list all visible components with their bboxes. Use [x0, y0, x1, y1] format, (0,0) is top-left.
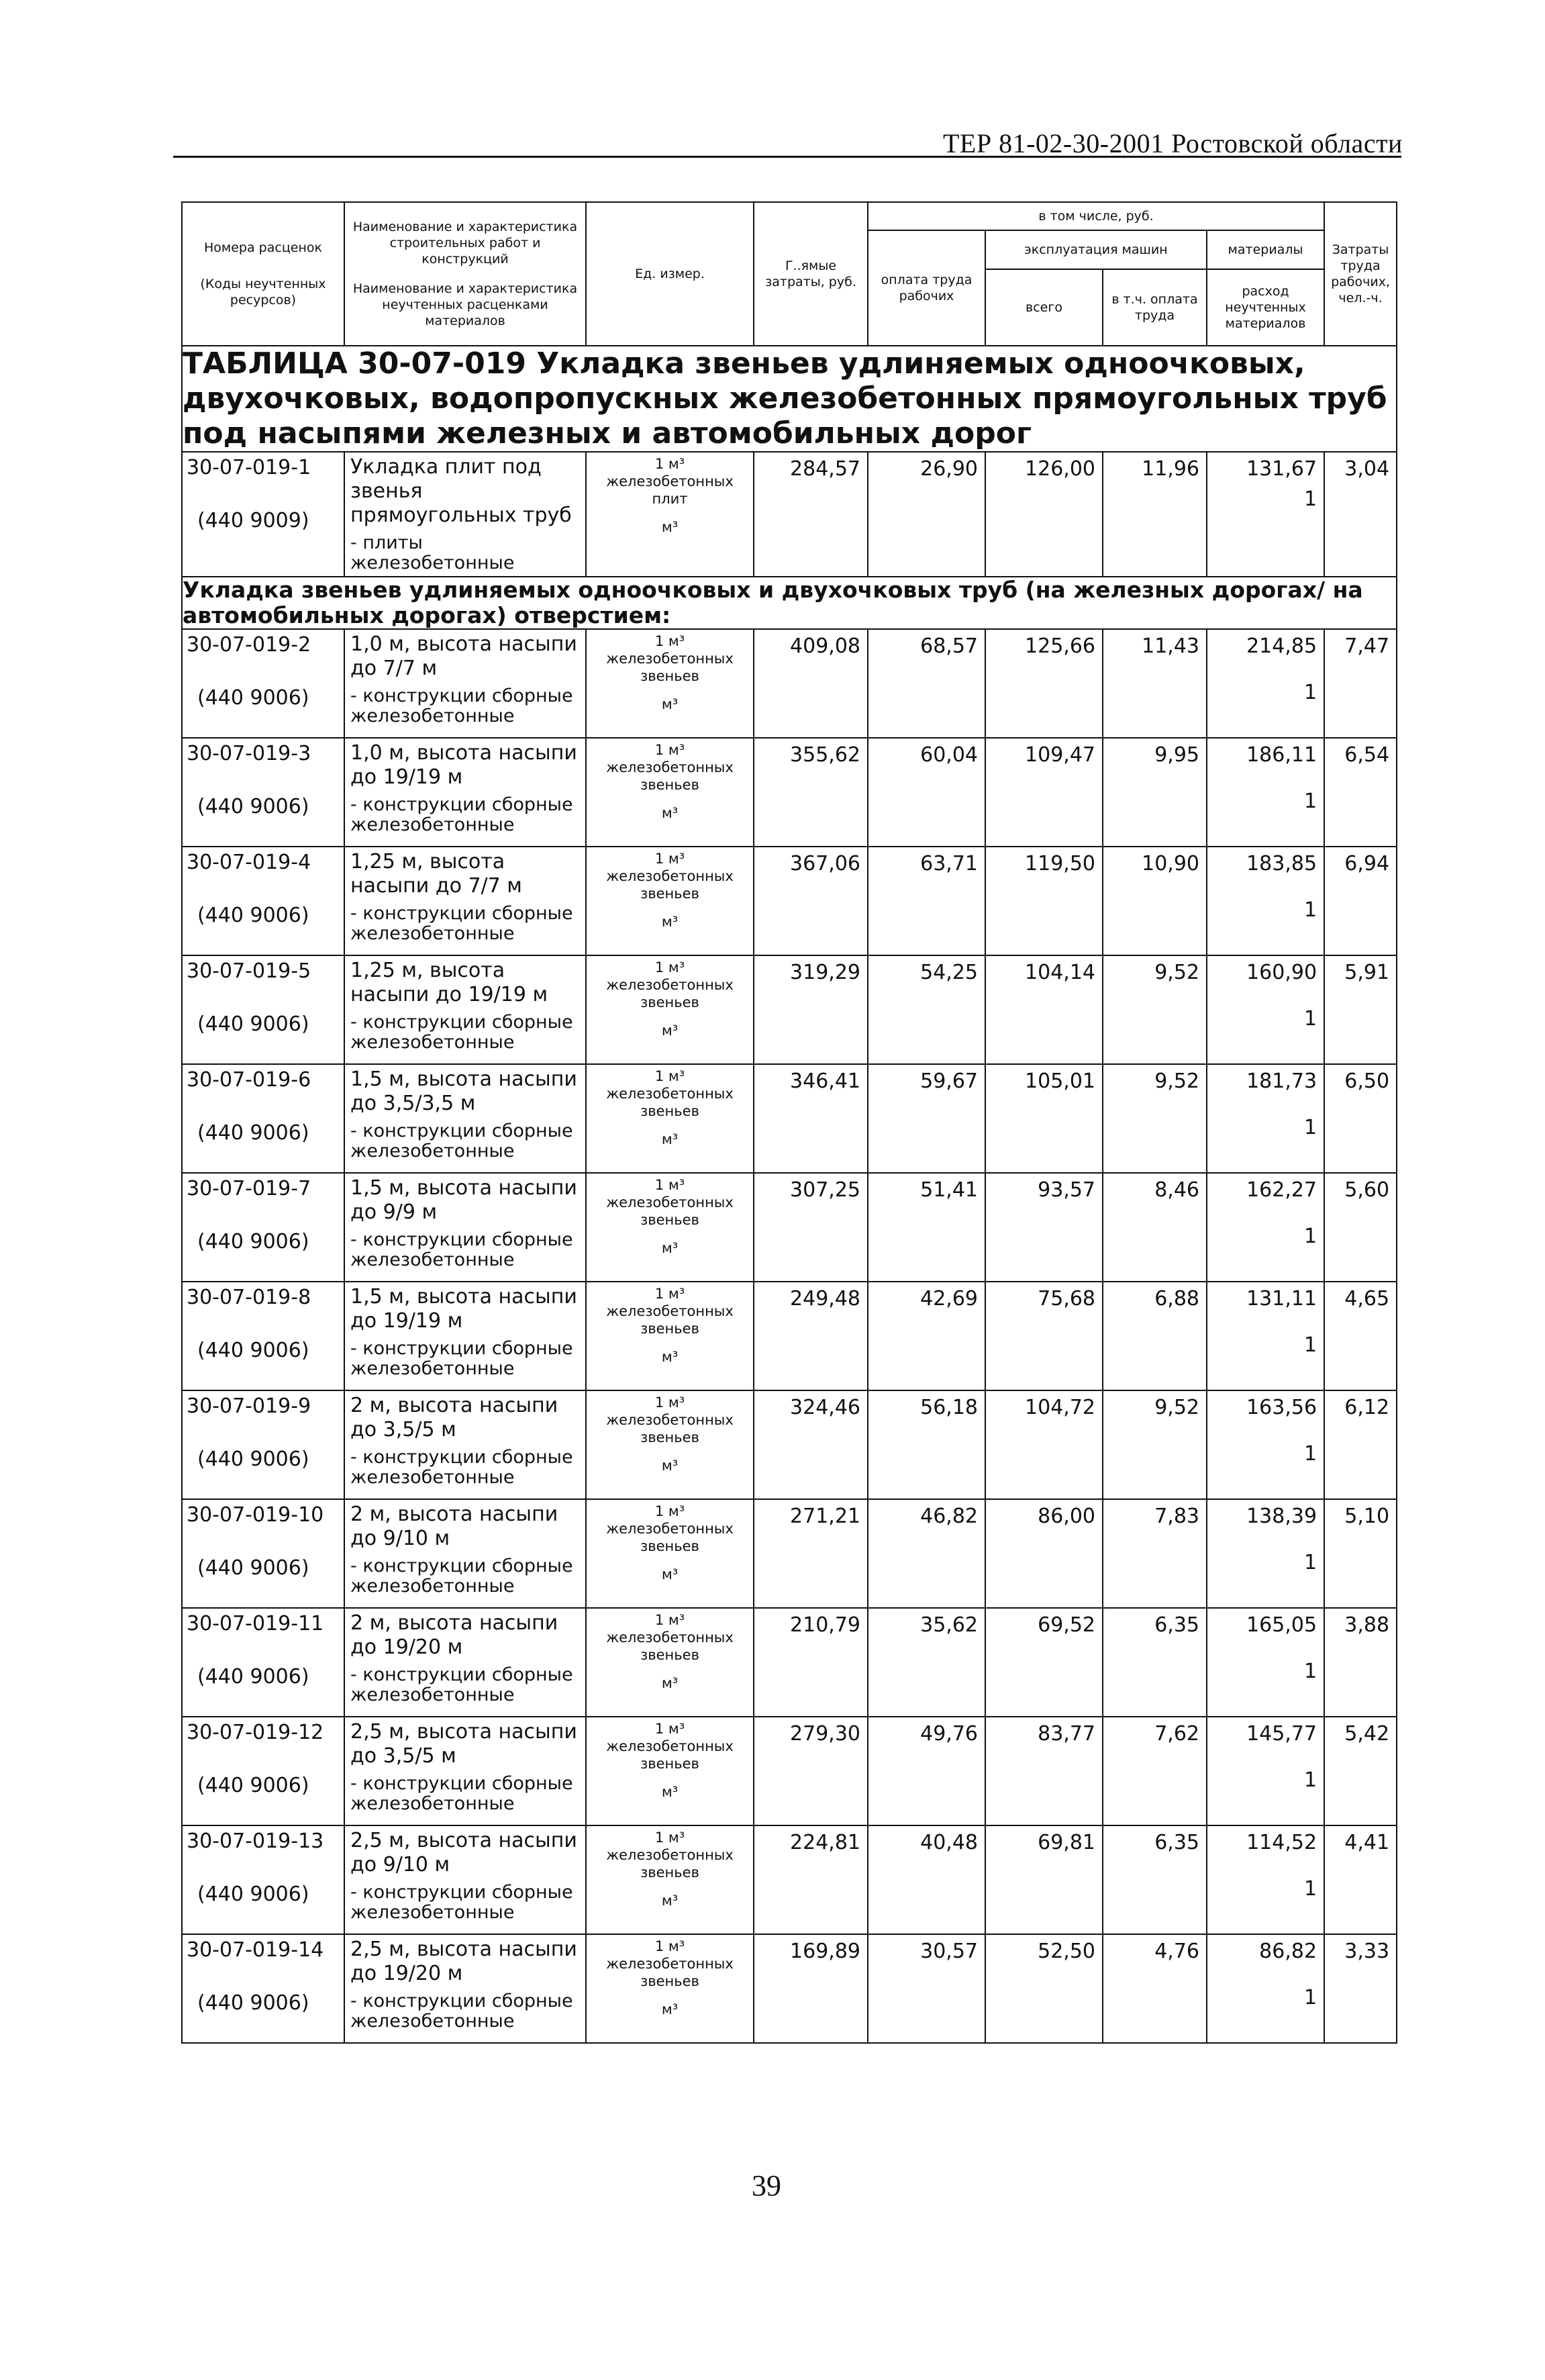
labor-hours: 6,12 — [1324, 1390, 1397, 1499]
table-row — [182, 1390, 1397, 1499]
labor-hours: 7,47 — [1324, 629, 1397, 738]
unit-cell — [586, 1825, 754, 1934]
rate-code-value: 30-07-019-11 — [187, 1612, 324, 1635]
direct-costs: 307,25 — [754, 1173, 868, 1282]
material-name: - конструкции сборные железобетонные — [350, 1229, 573, 1270]
direct-costs: 249,48 — [754, 1282, 868, 1390]
materials-cost — [1207, 1825, 1324, 1934]
machines-total: 83,77 — [985, 1717, 1103, 1825]
work-name — [344, 629, 586, 738]
material-unit: м³ — [661, 1022, 679, 1039]
table-row — [182, 1282, 1397, 1390]
unit-cell — [586, 1717, 754, 1825]
labor-hours: 6,50 — [1324, 1064, 1397, 1173]
machines-labor: 6,35 — [1103, 1608, 1207, 1717]
rate-code — [182, 1173, 344, 1282]
material-name: - конструкции сборные железобетонные — [350, 1121, 573, 1161]
work-name-value: 2 м, высота насыпи до 19/20 м — [350, 1611, 558, 1659]
rows-group-1 — [182, 452, 1397, 577]
machines-total: 125,66 — [985, 629, 1103, 738]
materials-value: 131,67 — [1246, 457, 1317, 481]
table-row — [182, 1717, 1397, 1825]
labor-hours: 5,60 — [1324, 1173, 1397, 1282]
materials-cost — [1207, 1934, 1324, 2043]
machines-labor: 7,83 — [1103, 1499, 1207, 1608]
resource-code: (440 9006) — [197, 1339, 309, 1362]
work-name — [344, 1064, 586, 1173]
labor-hours: 4,65 — [1324, 1282, 1397, 1390]
machines-total: 52,50 — [985, 1934, 1103, 2043]
labor-pay: 60,04 — [868, 738, 985, 847]
machines-total: 119,50 — [985, 847, 1103, 955]
material-unit: м³ — [661, 1458, 679, 1474]
direct-costs: 169,89 — [754, 1934, 868, 2043]
direct-costs: 355,62 — [754, 738, 868, 847]
material-qty: 1 — [1303, 1986, 1317, 2009]
labor-hours: 3,88 — [1324, 1608, 1397, 1717]
direct-costs: 346,41 — [754, 1064, 868, 1173]
material-qty: 1 — [1303, 1007, 1317, 1031]
table-row — [182, 1173, 1397, 1282]
machines-total: 126,00 — [985, 452, 1103, 577]
materials-cost — [1207, 1282, 1324, 1390]
rates-table — [181, 201, 1397, 2044]
resource-code: (440 9009) — [197, 509, 309, 532]
unit-value: 1 м³ железобетонных звеньев — [606, 1938, 734, 1989]
materials-cost — [1207, 1064, 1324, 1173]
material-unit: м³ — [661, 1675, 679, 1691]
materials-cost — [1207, 955, 1324, 1064]
direct-costs: 284,57 — [754, 452, 868, 577]
unit-cell — [586, 1173, 754, 1282]
rate-code-value: 30-07-019-3 — [187, 742, 311, 765]
col-mach-labor-header: в т.ч. оплата труда — [1103, 269, 1207, 346]
direct-costs: 271,21 — [754, 1499, 868, 1608]
col-mach-total-header: всего — [985, 269, 1103, 346]
labor-hours: 6,94 — [1324, 847, 1397, 955]
machines-labor: 9,52 — [1103, 955, 1207, 1064]
labor-hours: 4,41 — [1324, 1825, 1397, 1934]
machines-labor: 9,95 — [1103, 738, 1207, 847]
rate-code-value: 30-07-019-1 — [187, 456, 311, 479]
rate-code — [182, 1390, 344, 1499]
unit-cell — [586, 452, 754, 577]
labor-pay: 26,90 — [868, 452, 985, 577]
col-name-label: Наименование и характеристика строительных работ и конструкций — [352, 220, 578, 267]
material-unit: м³ — [661, 1893, 679, 1909]
material-unit: м³ — [661, 696, 679, 712]
work-name-value: 1,5 м, высота насыпи до 9/9 м — [350, 1176, 577, 1224]
direct-costs: 210,79 — [754, 1608, 868, 1717]
direct-costs: 279,30 — [754, 1717, 868, 1825]
work-name — [344, 1282, 586, 1390]
work-name — [344, 1934, 586, 2043]
unit-value: 1 м³ железобетонных звеньев — [606, 959, 734, 1010]
material-name: - конструкции сборные железобетонные — [350, 1882, 573, 1923]
material-name: - конструкции сборные железобетонные — [350, 1338, 573, 1379]
unit-cell — [586, 1934, 754, 2043]
labor-pay: 30,57 — [868, 1934, 985, 2043]
material-unit: м³ — [661, 2001, 679, 2017]
material-name: - конструкции сборные железобетонные — [350, 1556, 573, 1597]
unit-cell — [586, 1282, 754, 1390]
material-qty: 1 — [1303, 790, 1317, 813]
page-number: 39 — [752, 2169, 781, 2202]
rate-code — [182, 1608, 344, 1717]
rate-code-value: 30-07-019-4 — [187, 851, 311, 874]
materials-value: 114,52 — [1246, 1831, 1317, 1854]
labor-hours: 3,04 — [1324, 452, 1397, 577]
header-rule — [173, 156, 1401, 158]
machines-labor: 6,35 — [1103, 1825, 1207, 1934]
unit-value: 1 м³ железобетонных звеньев — [606, 742, 734, 793]
machines-labor: 11,43 — [1103, 629, 1207, 738]
work-name — [344, 1499, 586, 1608]
unit-value: 1 м³ железобетонных звеньев — [606, 1286, 734, 1337]
col-code-label: Номера расценок — [204, 240, 322, 255]
rate-code — [182, 629, 344, 738]
rate-code — [182, 1934, 344, 2043]
unit-value: 1 м³ железобетонных звеньев — [606, 851, 734, 902]
table-row — [182, 738, 1397, 847]
unit-cell — [586, 847, 754, 955]
material-qty: 1 — [1303, 1225, 1317, 1248]
col-unit-header: Ед. измер. — [586, 202, 754, 346]
materials-value: 86,82 — [1259, 1940, 1317, 1963]
materials-value: 145,77 — [1246, 1722, 1317, 1746]
machines-labor: 6,88 — [1103, 1282, 1207, 1390]
material-unit: м³ — [661, 1240, 679, 1256]
col-incl-header: в том числе, руб. — [868, 202, 1324, 230]
unit-cell — [586, 955, 754, 1064]
work-name-value: 2,5 м, высота насыпи до 19/20 м — [350, 1938, 577, 1985]
machines-labor: 9,52 — [1103, 1064, 1207, 1173]
material-qty: 1 — [1303, 1551, 1317, 1574]
resource-code: (440 9006) — [197, 1774, 309, 1797]
table-row — [182, 1608, 1397, 1717]
rate-code — [182, 738, 344, 847]
materials-value: 183,85 — [1246, 852, 1317, 875]
material-qty: 1 — [1303, 1442, 1317, 1466]
materials-cost — [1207, 738, 1324, 847]
materials-cost — [1207, 452, 1324, 577]
table-row — [182, 847, 1397, 955]
rate-code — [182, 1499, 344, 1608]
unit-cell — [586, 1064, 754, 1173]
labor-hours: 3,33 — [1324, 1934, 1397, 2043]
resource-code: (440 9006) — [197, 1121, 309, 1145]
material-name: - конструкции сборные железобетонные — [350, 1991, 573, 2032]
machines-total: 69,52 — [985, 1608, 1103, 1717]
material-name: - конструкции сборные железобетонные — [350, 1012, 573, 1053]
materials-value: 138,39 — [1246, 1505, 1317, 1528]
material-name: - конструкции сборные железобетонные — [350, 1447, 573, 1488]
work-name-value: 2,5 м, высота насыпи до 3,5/5 м — [350, 1720, 577, 1768]
machines-total: 104,14 — [985, 955, 1103, 1064]
rate-code-value: 30-07-019-5 — [187, 959, 311, 983]
work-name — [344, 1608, 586, 1717]
resource-code: (440 9006) — [197, 1883, 309, 1906]
rate-code — [182, 1282, 344, 1390]
work-name-value: 1,5 м, высота насыпи до 19/19 м — [350, 1285, 577, 1333]
col-materials-header: материалы — [1207, 230, 1324, 269]
resource-code: (440 9006) — [197, 795, 309, 818]
labor-pay: 46,82 — [868, 1499, 985, 1608]
labor-hours: 6,54 — [1324, 738, 1397, 847]
rate-code-value: 30-07-019-2 — [187, 633, 311, 657]
col-labor-header: оплата труда рабочих — [868, 230, 985, 346]
work-name-value: Укладка плит под звенья прямоугольных труб — [350, 455, 572, 527]
labor-pay: 35,62 — [868, 1608, 985, 1717]
material-qty: 1 — [1303, 681, 1317, 704]
material-name: - конструкции сборные железобетонные — [350, 685, 573, 726]
document-header: ТЕР 81-02-30-2001 Ростовской области — [943, 128, 1403, 158]
machines-total: 69,81 — [985, 1825, 1103, 1934]
unit-cell — [586, 1390, 754, 1499]
material-name: - плиты железобетонные — [350, 532, 515, 573]
material-name: - конструкции сборные железобетонные — [350, 903, 573, 944]
rate-code — [182, 1825, 344, 1934]
machines-labor: 7,62 — [1103, 1717, 1207, 1825]
work-name-value: 2 м, высота насыпи до 9/10 м — [350, 1503, 558, 1550]
materials-cost — [1207, 1390, 1324, 1499]
unit-value: 1 м³ железобетонных звеньев — [606, 1829, 734, 1881]
work-name — [344, 1173, 586, 1282]
machines-total: 86,00 — [985, 1499, 1103, 1608]
labor-pay: 51,41 — [868, 1173, 985, 1282]
col-direct-header: Г..ямые затраты, руб. — [754, 202, 868, 346]
col-machines-header: эксплуатация машин — [985, 230, 1207, 269]
unit-value: 1 м³ железобетонных звеньев — [606, 1394, 734, 1445]
rate-code-value: 30-07-019-6 — [187, 1068, 311, 1092]
rate-code — [182, 1717, 344, 1825]
direct-costs: 367,06 — [754, 847, 868, 955]
labor-pay: 59,67 — [868, 1064, 985, 1173]
resource-code: (440 9006) — [197, 1991, 309, 2015]
direct-costs: 319,29 — [754, 955, 868, 1064]
machines-total: 75,68 — [985, 1282, 1103, 1390]
material-name: - конструкции сборные железобетонные — [350, 1664, 573, 1705]
col-workers-header: Затраты труда рабочих, чел.-ч. — [1324, 202, 1397, 346]
machines-labor: 11,96 — [1103, 452, 1207, 577]
direct-costs: 324,46 — [754, 1390, 868, 1499]
rate-code-value: 30-07-019-8 — [187, 1286, 311, 1309]
materials-cost — [1207, 1608, 1324, 1717]
work-name-value: 1,0 м, высота насыпи до 19/19 м — [350, 741, 577, 789]
resource-code: (440 9006) — [197, 1012, 309, 1036]
table-row — [182, 1499, 1397, 1608]
labor-pay: 54,25 — [868, 955, 985, 1064]
work-name-value: 1,25 м, высота насыпи до 7/7 м — [350, 850, 522, 898]
materials-value: 160,90 — [1246, 961, 1317, 984]
resource-code: (440 9006) — [197, 1230, 309, 1253]
material-name: - конструкции сборные железобетонные — [350, 794, 573, 835]
unit-value: 1 м³ железобетонных звеньев — [606, 1612, 734, 1663]
table-row — [182, 955, 1397, 1064]
material-name: - конструкции сборные железобетонные — [350, 1773, 573, 1814]
resource-code: (440 9006) — [197, 904, 309, 927]
rate-code-value: 30-07-019-10 — [187, 1503, 324, 1527]
materials-value: 163,56 — [1246, 1396, 1317, 1419]
labor-hours: 5,10 — [1324, 1499, 1397, 1608]
rate-code-value: 30-07-019-13 — [187, 1829, 324, 1853]
work-name-value: 2,5 м, высота насыпи до 9/10 м — [350, 1829, 577, 1876]
work-name-value: 1,5 м, высота насыпи до 3,5/3,5 м — [350, 1067, 577, 1115]
work-name — [344, 1717, 586, 1825]
unit-cell — [586, 629, 754, 738]
materials-value: 131,11 — [1246, 1287, 1317, 1311]
labor-pay: 63,71 — [868, 847, 985, 955]
material-qty: 1 — [1303, 487, 1317, 511]
material-unit: м³ — [661, 805, 679, 821]
material-unit: м³ — [661, 914, 679, 930]
machines-labor: 4,76 — [1103, 1934, 1207, 2043]
table-row — [182, 1934, 1397, 2043]
unit-value: 1 м³ железобетонных плит — [606, 456, 734, 507]
materials-cost — [1207, 629, 1324, 738]
labor-pay: 56,18 — [868, 1390, 985, 1499]
work-name-value: 1,25 м, высота насыпи до 19/19 м — [350, 959, 548, 1006]
material-unit: м³ — [661, 1131, 679, 1147]
work-name-value: 2 м, высота насыпи до 3,5/5 м — [350, 1394, 558, 1441]
col-name-sub: Наименование и характеристика неучтенных расценками материалов — [352, 281, 578, 328]
material-qty: 1 — [1303, 1877, 1317, 1901]
table-row — [182, 1825, 1397, 1934]
unit-value: 1 м³ железобетонных звеньев — [606, 1721, 734, 1772]
rows-group-2 — [182, 629, 1397, 2043]
direct-costs: 409,08 — [754, 629, 868, 738]
col-mat-sub-header: расход неучтенных материалов — [1207, 269, 1324, 346]
unit-cell — [586, 738, 754, 847]
work-name-value: 1,0 м, высота насыпи до 7/7 м — [350, 632, 577, 680]
material-unit: м³ — [661, 1566, 679, 1582]
labor-pay: 40,48 — [868, 1825, 985, 1934]
table-title: ТАБЛИЦА 30-07-019 Укладка звеньев удлиняемых одноочковых, двухочковых, водопропускных железобетонных прямоугольных труб под насыпями железных и автомобильных дорог — [182, 346, 1397, 452]
direct-costs: 224,81 — [754, 1825, 868, 1934]
material-qty: 1 — [1303, 898, 1317, 922]
col-code-sub: (Коды неучтенных ресурсов) — [200, 277, 326, 307]
materials-cost — [1207, 1173, 1324, 1282]
unit-value: 1 м³ железобетонных звеньев — [606, 633, 734, 684]
col-name-header — [344, 202, 586, 346]
rate-code — [182, 847, 344, 955]
work-name — [344, 847, 586, 955]
material-unit: м³ — [661, 1349, 679, 1365]
unit-cell — [586, 1499, 754, 1608]
labor-hours: 5,91 — [1324, 955, 1397, 1064]
material-unit: м³ — [661, 519, 679, 535]
rate-code — [182, 1064, 344, 1173]
rate-code-value: 30-07-019-9 — [187, 1394, 311, 1418]
unit-value: 1 м³ железобетонных звеньев — [606, 1503, 734, 1554]
labor-hours: 5,42 — [1324, 1717, 1397, 1825]
materials-value: 214,85 — [1246, 634, 1317, 658]
labor-pay: 68,57 — [868, 629, 985, 738]
resource-code: (440 9006) — [197, 1665, 309, 1688]
labor-pay: 42,69 — [868, 1282, 985, 1390]
table-subtitle: Укладка звеньев удлиняемых одноочковых и двухочковых труб (на железных дорогах/ на автомобильных дорогах) отверстием: — [182, 577, 1397, 629]
rate-code-value: 30-07-019-14 — [187, 1938, 324, 1962]
materials-value: 165,05 — [1246, 1613, 1317, 1637]
work-name — [344, 738, 586, 847]
table-row — [182, 1064, 1397, 1173]
materials-cost — [1207, 1717, 1324, 1825]
unit-cell — [586, 1608, 754, 1717]
materials-cost — [1207, 1499, 1324, 1608]
machines-total: 104,72 — [985, 1390, 1103, 1499]
machines-total: 109,47 — [985, 738, 1103, 847]
materials-value: 186,11 — [1246, 743, 1317, 767]
work-name — [344, 452, 586, 577]
col-code-header — [182, 202, 344, 346]
work-name — [344, 1825, 586, 1934]
machines-labor: 9,52 — [1103, 1390, 1207, 1499]
resource-code: (440 9006) — [197, 1556, 309, 1580]
materials-value: 181,73 — [1246, 1069, 1317, 1093]
unit-value: 1 м³ железобетонных звеньев — [606, 1068, 734, 1119]
rate-code-value: 30-07-019-7 — [187, 1177, 311, 1200]
resource-code: (440 9006) — [197, 686, 309, 710]
materials-cost — [1207, 847, 1324, 955]
resource-code: (440 9006) — [197, 1447, 309, 1471]
materials-value: 162,27 — [1246, 1178, 1317, 1202]
machines-labor: 8,46 — [1103, 1173, 1207, 1282]
table-row — [182, 629, 1397, 738]
machines-total: 105,01 — [985, 1064, 1103, 1173]
machines-total: 93,57 — [985, 1173, 1103, 1282]
work-name — [344, 955, 586, 1064]
rate-code-value: 30-07-019-12 — [187, 1721, 324, 1744]
material-qty: 1 — [1303, 1768, 1317, 1792]
rate-code — [182, 955, 344, 1064]
table-row — [182, 452, 1397, 577]
unit-value: 1 м³ железобетонных звеньев — [606, 1177, 734, 1228]
labor-pay: 49,76 — [868, 1717, 985, 1825]
rate-code — [182, 452, 344, 577]
material-qty: 1 — [1303, 1333, 1317, 1357]
work-name — [344, 1390, 586, 1499]
machines-labor: 10,90 — [1103, 847, 1207, 955]
material-unit: м³ — [661, 1784, 679, 1800]
material-qty: 1 — [1303, 1660, 1317, 1683]
material-qty: 1 — [1303, 1116, 1317, 1139]
